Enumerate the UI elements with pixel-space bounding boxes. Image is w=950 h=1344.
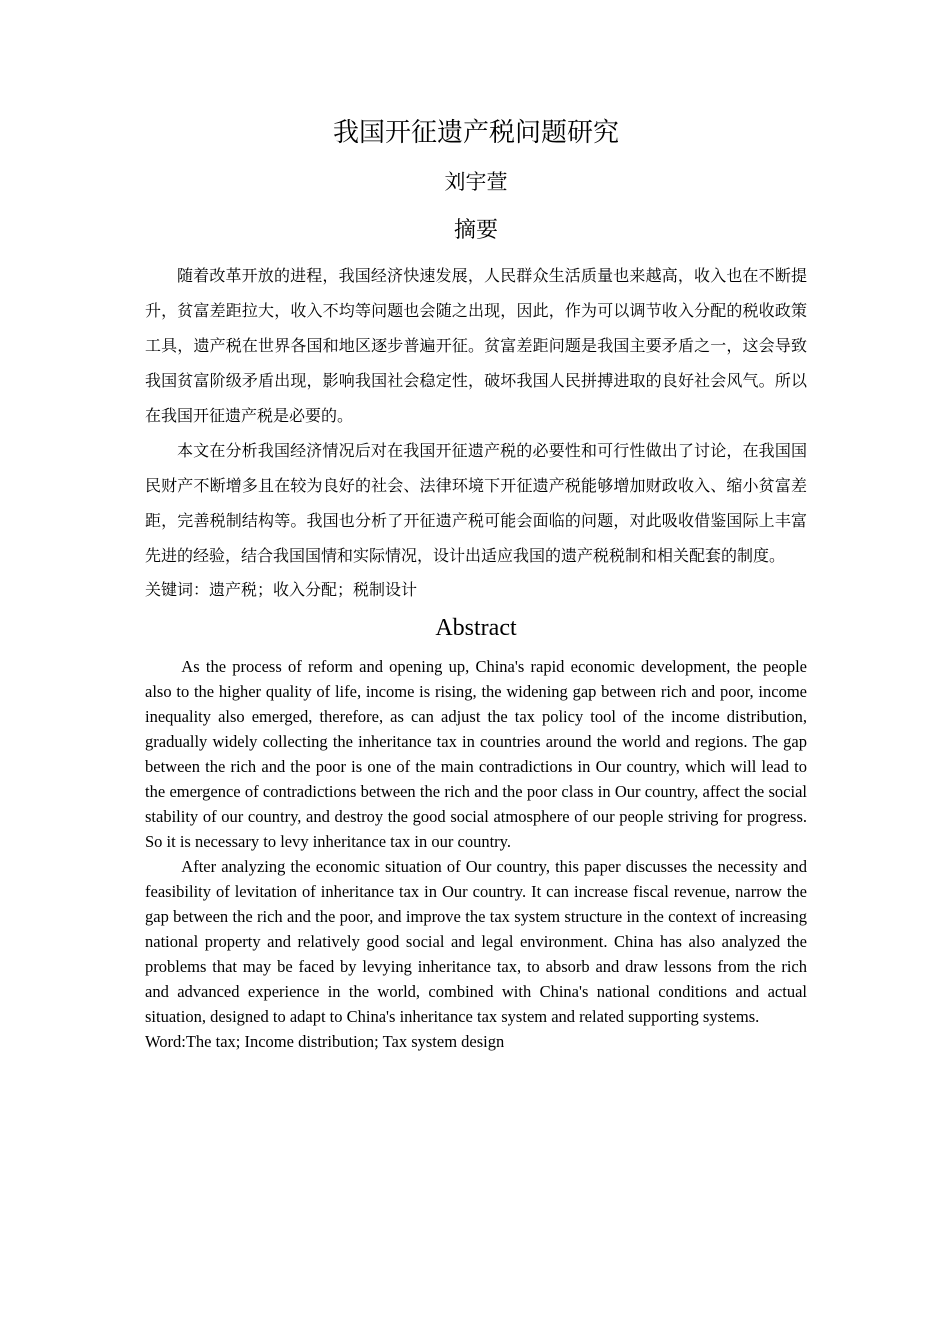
keywords-zh: 关键词：遗产税；收入分配；税制设计 [145,581,418,599]
abstract-en-paragraph-1: As the process of reform and opening up, China's rapid economic development, the people also to the higher quality of life, income is rising, the widening gap between rich and poor, income inequality also emerged, therefore, as can adjust the tax policy tool of the income distribution, gradually widely collecting the inheritance tax in countries around the world and regions. The gap between the rich and the poor is one of the main contradictions in Our country, which will lead to the emergence of contradictions between the rich and the poor class in Our country, affect the social stability of our country, and destroy the good social atmosphere of our people striving for progress. So it is necessary to levy inheritance tax in our country. [145,656,807,851]
abstract-en-paragraph-2: After analyzing the economic situation of Our country, this paper discusses the necessity and feasibility of levitation of inheritance tax in Our country. It can increase fiscal revenue, narrow the gap between the rich and the poor, and improve the tax system structure in the context of increasing national property and relatively good social and legal environment. China has also analyzed the problems that may be faced by levying inheritance tax, to absorb and draw lessons from the rich and advanced experience in the world, combined with China's national conditions and actual situation, designed to adapt to China's inheritance tax system and related supporting systems. [145,856,807,1026]
document-title: 我国开征遗产税问题研究 [332,118,619,147]
keywords-en: Word:The tax; Income distribution; Tax system design [145,1031,505,1051]
abstract-zh-paragraph-1: 随着改革开放的进程，我国经济快速发展，人民群众生活质量也来越高，收入也在不断提升，贫富差距拉大，收入不均等问题也会随之出现，因此，作为可以调节收入分配的税收政策工具，遗产税在世界各国和地区逐步普遍开征。贫富差距问题是我国主要矛盾之一，这会导致我国贫富阶级矛盾出现，影响我国社会稳定性，破坏我国人民拼搏进取的良好社会风气。所以在我国开征遗产税是必要的。 [145,267,807,425]
abstract-zh-heading: 摘要 [453,217,498,243]
abstract-en-heading: Abstract [435,614,517,641]
abstract-zh-paragraph-2: 本文在分析我国经济情况后对在我国开征遗产税的必要性和可行性做出了讨论，在我国国民财产不断增多且在较为良好的社会、法律环境下开征遗产税能够增加财政收入、缩小贫富差距，完善税制结构等。我国也分析了开征遗产税可能会面临的问题，对此吸收借鉴国际上丰富先进的经验，结合我国国情和实际情况，设计出适应我国的遗产税税制和相关配套的制度。 [145,442,807,565]
document-author: 刘宇萱 [444,169,508,194]
